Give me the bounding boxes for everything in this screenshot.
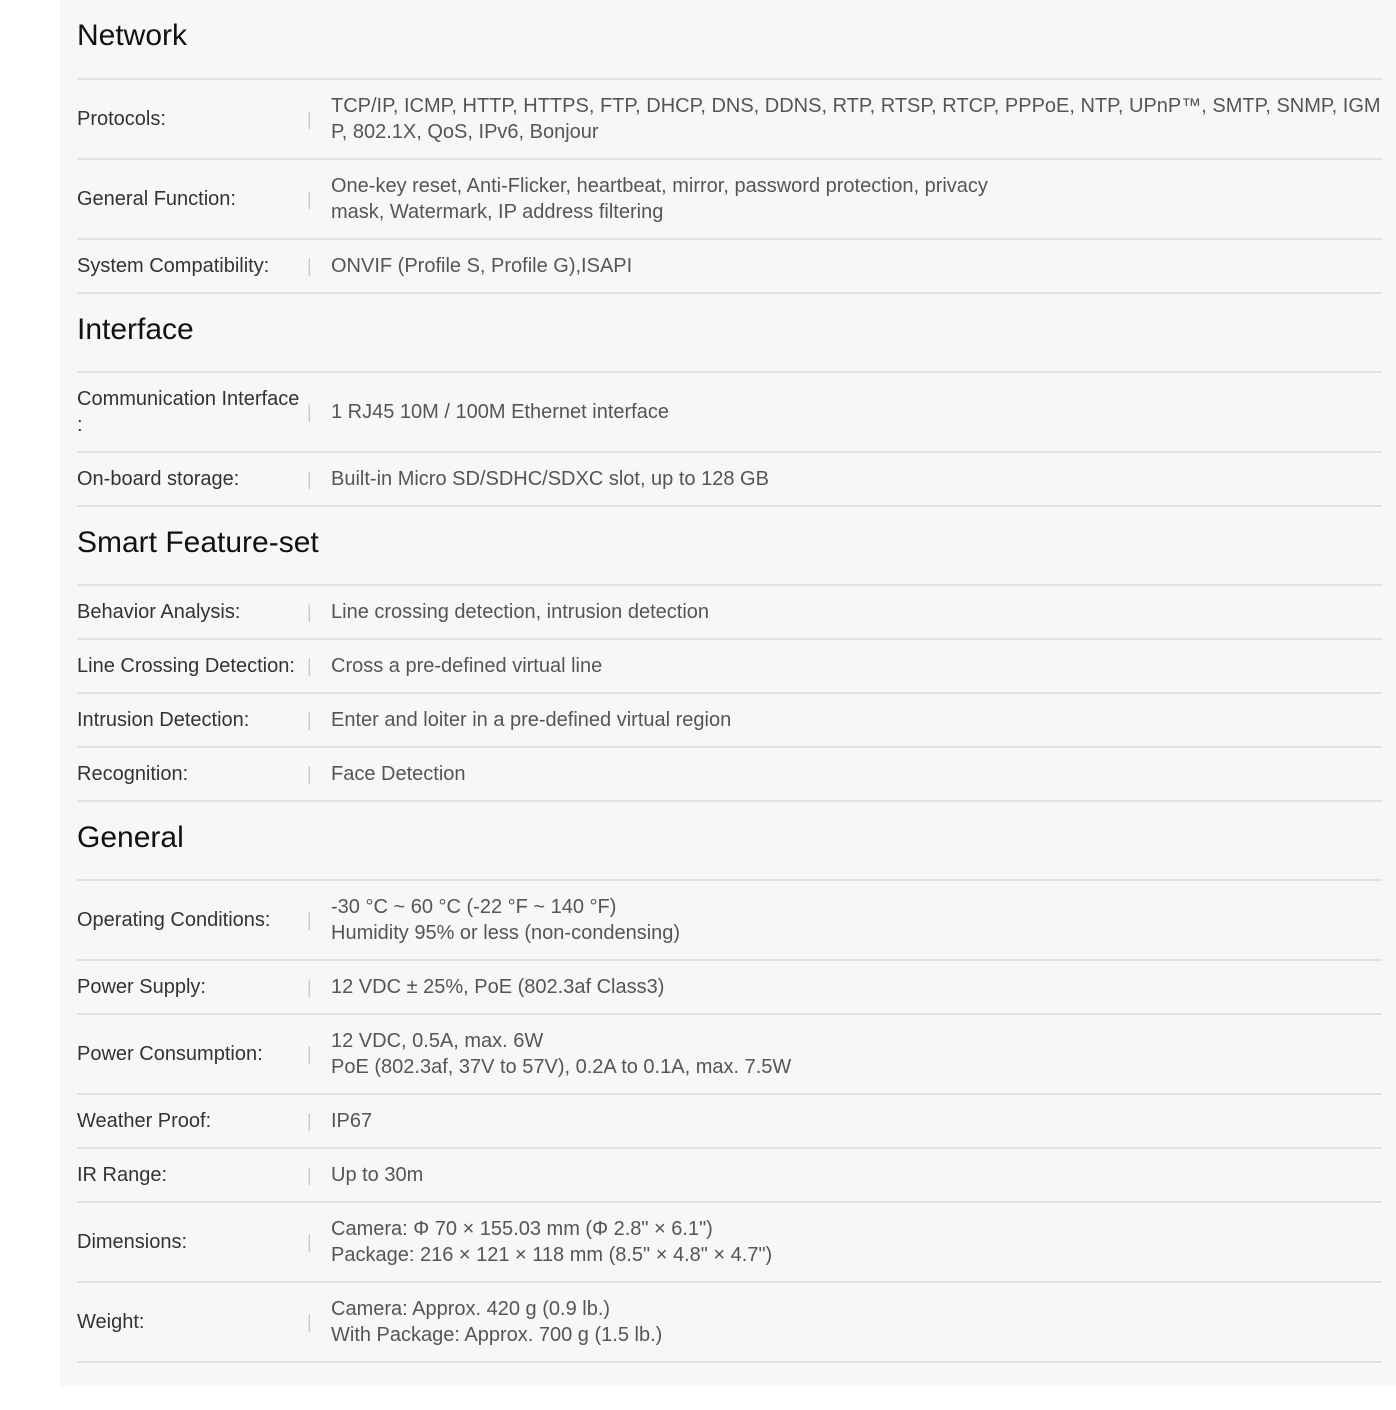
spec-value: Up to 30m [331, 1164, 424, 1186]
separator: | [307, 468, 312, 489]
separator: | [307, 1110, 312, 1131]
spec-content [77, 0, 1382, 1363]
section-title-smart-feature-set: Smart Feature-set [77, 507, 1382, 586]
separator: | [307, 1231, 312, 1252]
spec-value: One-key reset, Anti-Flicker, heartbeat, mirror, password protection, privacy mask, Watermark, IP address filtering [331, 175, 988, 223]
spec-label: Intrusion Detection: [77, 709, 250, 731]
section-title-general: General [77, 802, 1382, 881]
separator: | [307, 108, 312, 129]
spec-label: General Function: [77, 188, 236, 210]
spec-value: ONVIF (Profile S, Profile G),ISAPI [331, 255, 633, 277]
spec-label: Communication Interface : [77, 388, 300, 436]
section-title-network: Network [77, 0, 1382, 80]
spec-row-power-supply [77, 961, 1382, 1015]
separator: | [307, 763, 312, 784]
spec-value: 1 RJ45 10M / 100M Ethernet interface [331, 401, 669, 423]
spec-label: Weight: [77, 1311, 145, 1333]
separator: | [307, 1311, 312, 1332]
spec-panel [60, 0, 1396, 1386]
spec-row-onboard-storage [77, 453, 1382, 507]
separator: | [307, 401, 312, 422]
spec-value: Camera: Approx. 420 g (0.9 lb.) With Package: Approx. 700 g (1.5 lb.) [331, 1298, 663, 1346]
spec-row-recognition [77, 748, 1382, 802]
spec-row-protocols [77, 80, 1382, 160]
separator: | [307, 655, 312, 676]
spec-label: Power Supply: [77, 976, 206, 998]
spec-row-general-function [77, 160, 1382, 240]
spec-row-power-consumption [77, 1015, 1382, 1095]
spec-row-system-compatibility [77, 240, 1382, 294]
separator: | [307, 1043, 312, 1064]
spec-row-intrusion-detection [77, 694, 1382, 748]
spec-label: Line Crossing Detection: [77, 655, 295, 677]
spec-value: 12 VDC ± 25%, PoE (802.3af Class3) [331, 976, 665, 998]
separator: | [307, 601, 312, 622]
spec-label: Dimensions: [77, 1231, 188, 1253]
spec-label: Recognition: [77, 763, 189, 785]
spec-label: On-board storage: [77, 468, 240, 490]
spec-row-communication-interface [77, 373, 1382, 453]
spec-row-ir-range [77, 1149, 1382, 1203]
separator: | [307, 976, 312, 997]
spec-row-line-crossing-detection [77, 640, 1382, 694]
spec-value: Line crossing detection, intrusion detection [331, 601, 710, 623]
spec-label: Power Consumption: [77, 1043, 263, 1065]
spec-value: Built-in Micro SD/SDHC/SDXC slot, up to 128 GB [331, 468, 769, 490]
separator: | [307, 255, 312, 276]
spec-value: TCP/IP, ICMP, HTTP, HTTPS, FTP, DHCP, DNS, DDNS, RTP, RTSP, RTCP, PPPoE, NTP, UPnP™, SMTP, SNMP, IGMP, 802.1X, QoS, IPv6, Bonjour [331, 95, 1381, 143]
spec-row-behavior-analysis [77, 586, 1382, 640]
spec-value: IP67 [331, 1110, 373, 1132]
spec-label: System Compatibility: [77, 255, 270, 277]
section-title-interface: Interface [77, 294, 1382, 373]
spec-value: Face Detection [331, 763, 466, 785]
spec-label: Weather Proof: [77, 1110, 212, 1132]
separator: | [307, 188, 312, 209]
spec-row-dimensions [77, 1203, 1382, 1283]
spec-label: Protocols: [77, 108, 166, 130]
spec-label: Operating Conditions: [77, 909, 271, 931]
separator: | [307, 709, 312, 730]
spec-label: Behavior Analysis: [77, 601, 241, 623]
spec-value: 12 VDC, 0.5A, max. 6W PoE (802.3af, 37V to 57V), 0.2A to 0.1A, max. 7.5W [331, 1030, 792, 1078]
spec-value: Camera: Φ 70 × 155.03 mm (Φ 2.8" × 6.1") Package: 216 × 121 × 118 mm (8.5" × 4.8" × 4.7") [331, 1218, 773, 1266]
spec-value: Cross a pre-defined virtual line [331, 655, 603, 677]
separator: | [307, 909, 312, 930]
spec-row-weather-proof [77, 1095, 1382, 1149]
spec-label: IR Range: [77, 1164, 168, 1186]
spec-row-weight [77, 1283, 1382, 1363]
spec-value: -30 °C ~ 60 °C (-22 °F ~ 140 °F) Humidity 95% or less (non-condensing) [331, 896, 681, 944]
spec-value: Enter and loiter in a pre-defined virtual region [331, 709, 732, 731]
spec-row-operating-conditions [77, 881, 1382, 961]
separator: | [307, 1164, 312, 1185]
